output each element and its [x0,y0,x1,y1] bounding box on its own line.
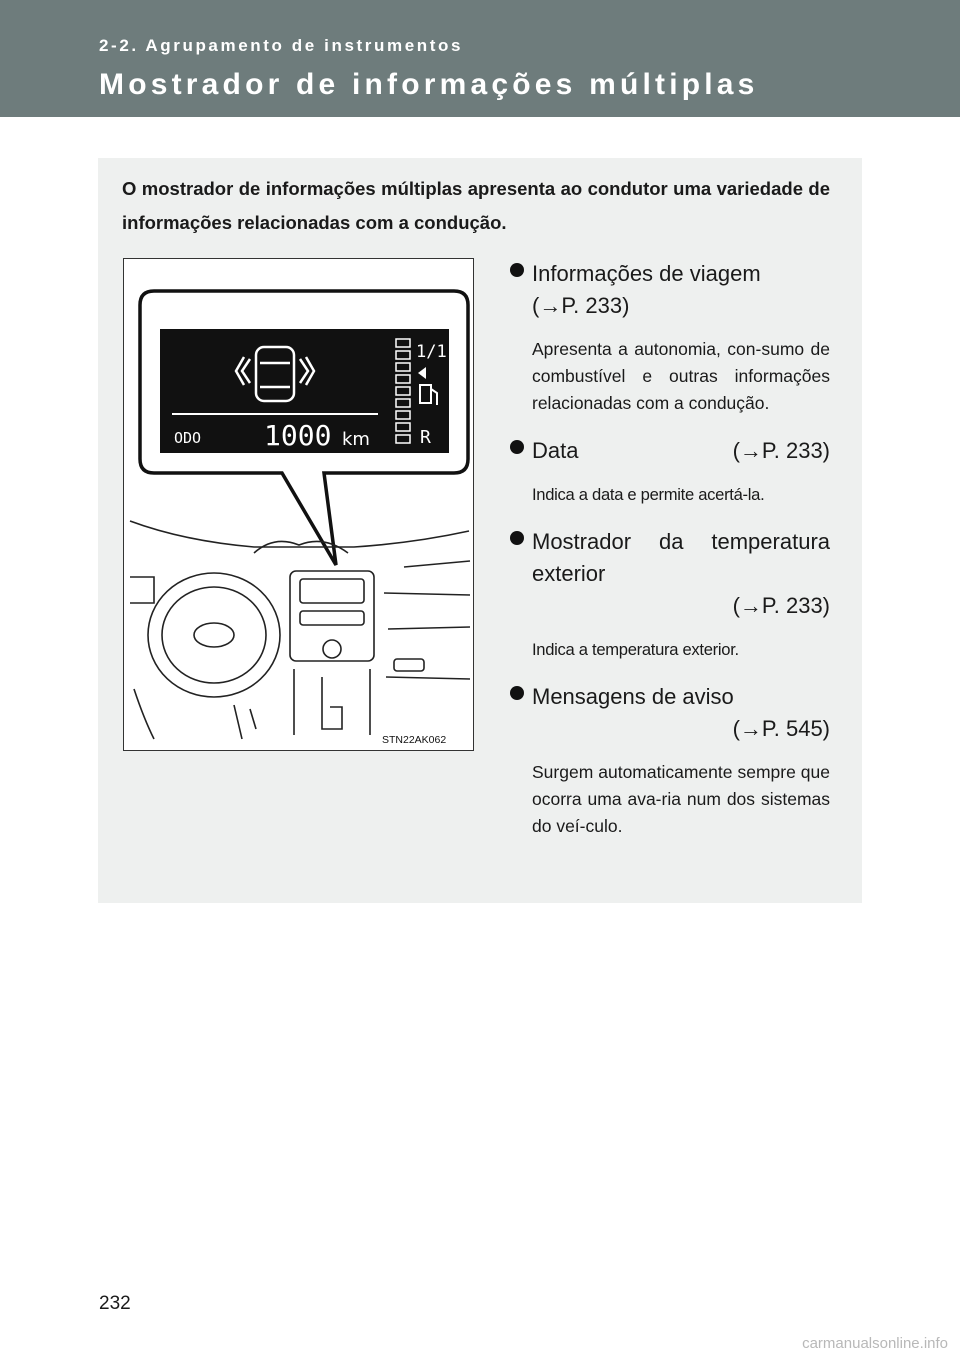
info-list [510,258,830,840]
intro-text: O mostrador de informações múltiplas apresenta ao condutor uma variedade de informações relacionadas com a condução. [122,178,830,233]
bullet-icon [510,531,524,545]
dashboard-lineart [130,521,470,739]
odo-unit: km [342,429,370,450]
dashboard-illustration [123,258,474,751]
dashboard-drawing [124,259,473,750]
bullet-icon [510,440,524,454]
page-reference-link[interactable]: (→P. 233) [532,293,630,318]
item-title: Mensagens de aviso [532,684,734,709]
item-description: Apresenta a autonomia, con-sumo de combustível e outras informações relacionadas com a condução. [532,339,830,413]
item-description: Surgem automaticamente sempre que ocorra uma ava-ria num dos sistemas do veí-culo. [532,762,830,836]
section-label: 2-2. Agrupamento de instrumentos [99,36,464,55]
watermark: carmanualsonline.info [802,1335,948,1352]
list-item-date [510,435,830,508]
item-description: Indica a data e permite acertá-la. [532,485,765,504]
item-title: Mostrador da temperatura [532,529,830,554]
odo-value: 1000 [264,419,332,452]
gear-indicator: R [420,427,431,448]
item-title: Data [532,438,579,463]
page-title: Mostrador de informações múltiplas [99,68,759,101]
trip-fraction: 1/1 [416,342,447,362]
list-item-outside-temperature [510,526,830,663]
list-item-warning-messages [510,681,830,840]
page-reference-link[interactable]: (→P. 233) [732,593,830,618]
item-description: Indica a temperatura exterior. [532,640,739,659]
page-number: 232 [99,1293,131,1314]
bullet-icon [510,686,524,700]
item-title-row [532,435,830,467]
page-reference-link[interactable]: (→P. 233) [732,438,830,463]
chapter-header [0,0,960,117]
figure-code: STN22AK062 [382,734,447,746]
odo-label: ODO [174,429,202,447]
page-reference-link[interactable]: (→P. 545) [732,716,830,741]
item-title: Informações de viagem [532,261,761,286]
bullet-icon [510,263,524,277]
item-title-continued: exterior [532,561,606,586]
list-item-trip-info [510,258,830,417]
